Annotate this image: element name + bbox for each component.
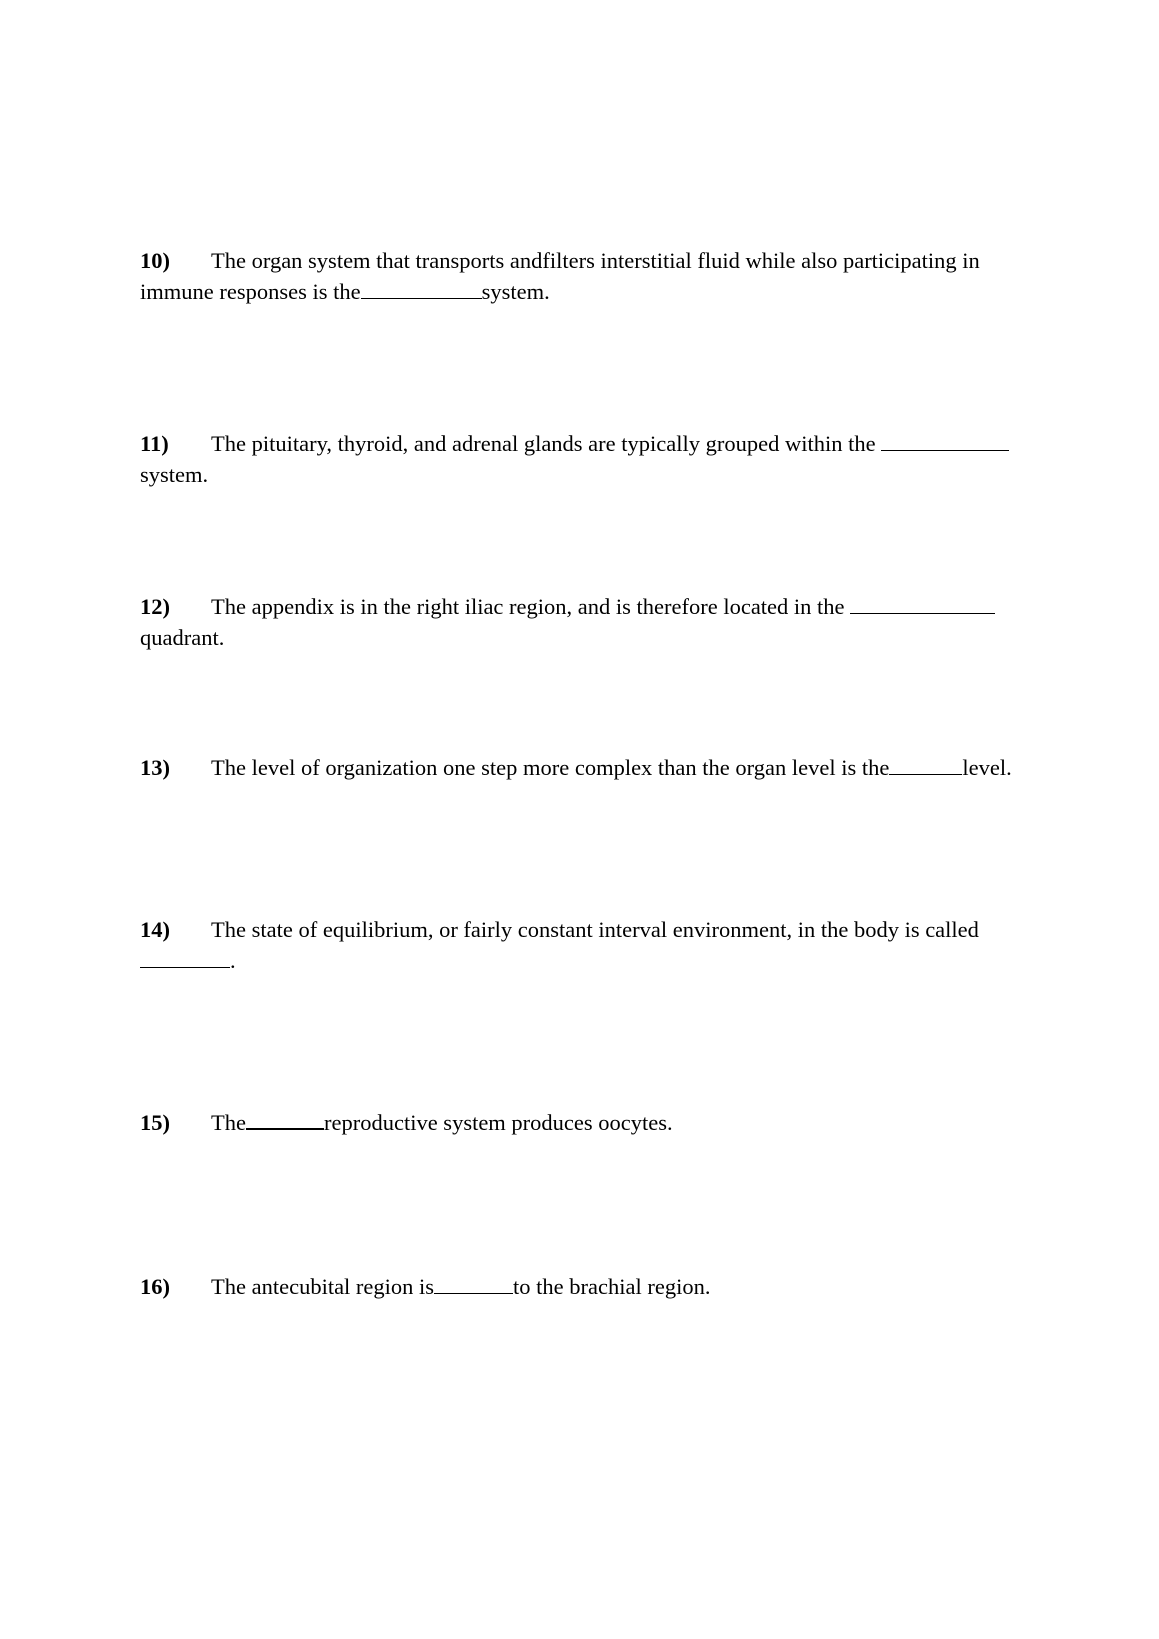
question-number: 16) bbox=[140, 1274, 170, 1299]
question-text: The antecubital region is bbox=[211, 1274, 435, 1299]
question-13 bbox=[140, 752, 1050, 783]
question-number: 14) bbox=[140, 917, 170, 942]
question-number: 12) bbox=[140, 594, 170, 619]
question-text: The state of equilibrium, or fairly constant interval environment, in the body is called bbox=[211, 917, 979, 942]
question-16 bbox=[140, 1271, 1050, 1302]
question-text: The pituitary, thyroid, and adrenal glands are typically grouped within the bbox=[211, 431, 882, 456]
question-number: 15) bbox=[140, 1110, 170, 1135]
question-text-end: . bbox=[230, 948, 236, 973]
question-text: The appendix is in the right iliac region, and is therefore located in the bbox=[211, 594, 851, 619]
question-text-end: reproductive system produces oocytes. bbox=[323, 1110, 673, 1135]
question-text: The bbox=[211, 1110, 246, 1135]
question-text: The organ system that transports andfilters interstitial fluid while also participating in immune responses is the bbox=[140, 248, 980, 304]
answer-blank[interactable] bbox=[850, 593, 995, 614]
question-text-end: system. bbox=[140, 462, 209, 487]
question-11 bbox=[140, 428, 1050, 490]
question-12 bbox=[140, 591, 1050, 653]
question-number: 10) bbox=[140, 248, 170, 273]
question-number: 13) bbox=[140, 755, 170, 780]
answer-blank[interactable] bbox=[889, 754, 962, 775]
answer-blank[interactable] bbox=[434, 1273, 513, 1294]
question-text-end: to the brachial region. bbox=[513, 1274, 711, 1299]
question-text: The level of organization one step more complex than the organ level is the bbox=[211, 755, 890, 780]
answer-blank[interactable] bbox=[881, 430, 1009, 451]
question-text-end: quadrant. bbox=[140, 625, 225, 650]
question-number: 11) bbox=[140, 431, 169, 456]
answer-blank[interactable] bbox=[140, 947, 230, 968]
answer-blank[interactable] bbox=[361, 278, 482, 299]
question-14 bbox=[140, 914, 1050, 976]
answer-blank[interactable] bbox=[246, 1108, 324, 1130]
question-15 bbox=[140, 1107, 1050, 1138]
question-text-end: system. bbox=[481, 279, 550, 304]
question-text-end: level. bbox=[962, 755, 1012, 780]
question-10 bbox=[140, 245, 1050, 307]
